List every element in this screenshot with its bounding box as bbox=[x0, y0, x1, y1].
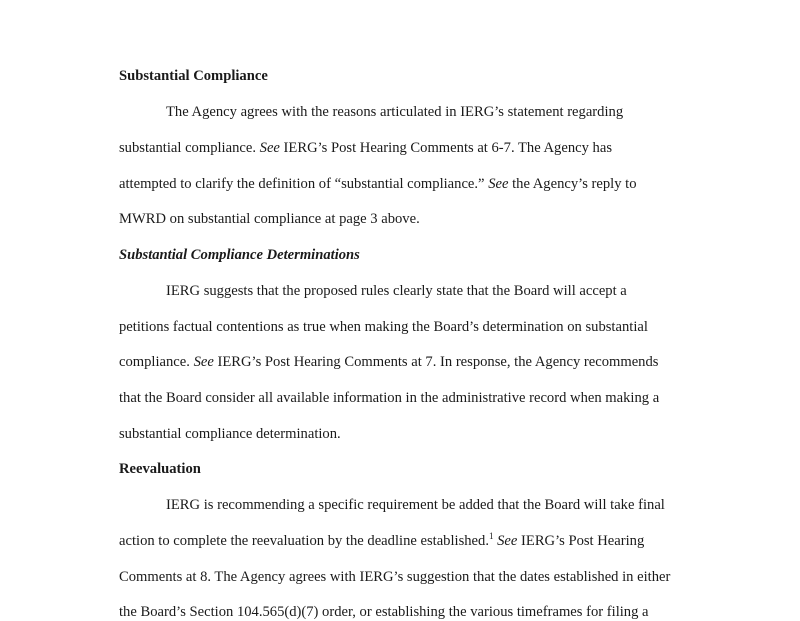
paragraph-line: Comments at 8. The Agency agrees with IERG’s suggestion that the dates established in either bbox=[119, 569, 671, 585]
paragraph-line: IERG suggests that the proposed rules clearly state that the Board will accept a bbox=[166, 283, 627, 299]
paragraph-line: attempted to clarify the definition of “substantial compliance.” See the Agency’s reply to bbox=[119, 176, 637, 192]
paragraph-line: compliance. See IERG’s Post Hearing Comments at 7. In response, the Agency recommends bbox=[119, 354, 659, 370]
heading-substantial-compliance-determinations: Substantial Compliance Determinations bbox=[119, 247, 360, 263]
paragraph-line: that the Board consider all available information in the administrative record when making a bbox=[119, 390, 660, 406]
paragraph-line: substantial compliance determination. bbox=[119, 426, 341, 442]
paragraph-line: action to complete the reevaluation by the deadline established.$^1$ See IERG’s Post Hearing bbox=[119, 531, 645, 549]
paragraph-line: petitions factual contentions as true when making the Board’s determination on substantial bbox=[119, 319, 648, 335]
paragraph-line: the Board’s Section 104.565(d)(7) order, or establishing the various timeframes for filing a bbox=[119, 604, 649, 620]
paragraph-line: IERG is recommending a specific requirement be added that the Board will take final bbox=[166, 497, 665, 513]
heading-reevaluation: Reevaluation bbox=[119, 461, 201, 477]
heading-substantial-compliance: Substantial Compliance bbox=[119, 68, 268, 84]
paragraph-line: MWRD on substantial compliance at page 3 above. bbox=[119, 211, 420, 227]
paragraph-line: The Agency agrees with the reasons articulated in IERG’s statement regarding bbox=[166, 104, 624, 120]
footnote-marker: 1 bbox=[488, 531, 494, 541]
paragraph-line: substantial compliance. See IERG’s Post Hearing Comments at 6-7. The Agency has bbox=[119, 140, 613, 156]
